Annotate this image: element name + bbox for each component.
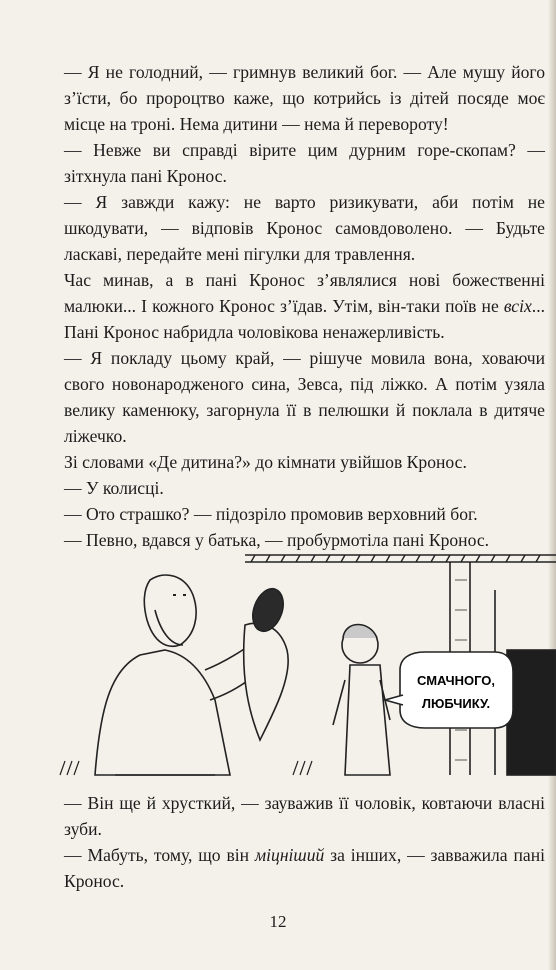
paragraph: — Я завжди кажу: не варто ризикувати, аби потім не шкодувати, — відповів Кронос самовдоволено. — Будьте ласкаві, передайте мені пігулки для травлення. <box>64 192 545 264</box>
paragraph: — Мабуть, тому, що він міцніший за інших, — завважила пані Кронос. <box>64 845 545 891</box>
cartoon-drawing <box>55 550 556 782</box>
paragraph: — У колисці. <box>64 478 164 498</box>
page-edge <box>548 0 556 970</box>
paragraph: — Певно, вдався у батька, — пробурмотіла пані Кронос. <box>64 530 490 550</box>
paragraph: — Ото страшко? — підозріло промовив верховний бог. <box>64 504 478 524</box>
cartoon-illustration <box>55 550 556 782</box>
paragraph: — Я покладу цьому край, — рішуче мовила вона, ховаючи свого новонародженого сина, Зевса, під ліжко. А потім узяла велику каменюку, загорнула її в пелюшки й поклала в дитяче ліжечко. <box>64 348 545 446</box>
paragraph: — Я не голодний, — гримнув великий бог. — Але мушу його з’їсти, бо пророцтво каже, що котрийсь із дітей посяде моє місце на троні. Нема дитини — нема й перевороту! <box>64 62 545 134</box>
speech-bubble <box>385 652 513 728</box>
paragraph: — Він ще й хрусткий, — зауважив її чоловік, ковтаючи власні зуби. <box>64 793 545 839</box>
speech-bubble-line-2: ЛЮБЧИКУ. <box>421 696 491 711</box>
paragraph: Зі словами «Де дитина?» до кімнати увійшов Кронос. <box>64 452 467 472</box>
main-text-bottom <box>64 790 545 894</box>
paragraph: Час минав, а в пані Кронос з’являлися нові божественні малюки... І кожного Кронос з’їдав. Утім, він-таки поїв не всіх... Пані Кронос набридла чоловікова ненажерливість. <box>64 270 545 342</box>
ceiling-beams <box>245 555 556 562</box>
main-text-top <box>64 59 545 553</box>
page-number: 12 <box>269 912 287 931</box>
kronos-figure <box>95 575 289 775</box>
speech-bubble-line-1: СМАЧНОГО, <box>417 673 495 688</box>
paragraph: — Невже ви справді вірите цим дурним горе-скопам? — зітхнула пані Кронос. <box>64 140 545 186</box>
mrs-kronos-figure <box>333 625 390 776</box>
